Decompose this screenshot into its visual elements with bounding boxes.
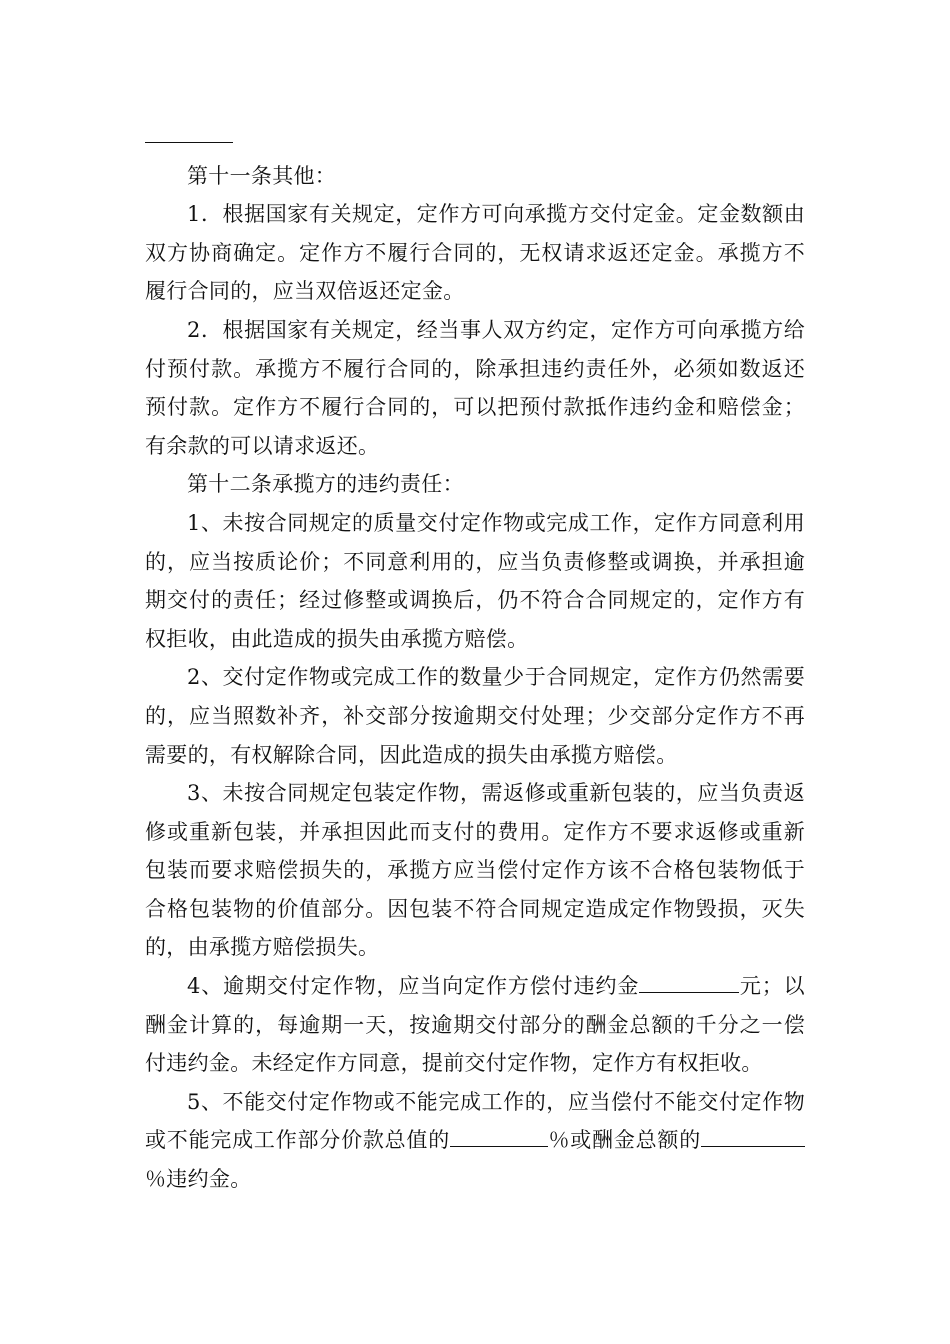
penalty-amount-blank[interactable] <box>639 970 739 993</box>
article-12-clause-5 <box>145 1083 805 1199</box>
clause-4-text-b: 元；以酬金计算的，每逾期一天，按逾期交付部分的酬金总额的千分之一偿付违约金。未经定作方同意，提前交付定作物，定作方有权拒收。 <box>145 974 805 1076</box>
document-body <box>145 118 805 1199</box>
article-12-clause-4 <box>145 967 805 1083</box>
price-percent-blank[interactable] <box>450 1124 548 1147</box>
fee-percent-blank[interactable] <box>701 1124 773 1147</box>
clause-5-text-c: ％违约金。 <box>145 1167 252 1192</box>
article-12-clause-1: 1、未按合同规定的质量交付定作物或完成工作，定作方同意利用的，应当按质论价；不同意利用的，应当负责修整或调换，并承担逾期交付的责任；经过修整或调换后，仍不符合合同规定的，定作方有权拒收，由此造成的损失由承揽方赔偿。 <box>145 510 805 651</box>
article-12-clause-2: 2、交付定作物或完成工作的数量少于合同规定，定作方仍然需要的，应当照数补齐，补交部分按逾期交付处理；少交部分定作方不再需要的，有权解除合同，因此造成的损失由承揽方赔偿。 <box>145 665 805 767</box>
blank-underline <box>145 142 233 143</box>
clause-5-text-a: 5、不能交付定作物或不能完成工作的，应当偿付不能交付定作物或不能完成工作部分价款总值的 <box>145 1089 805 1153</box>
fee-percent-blank-cont <box>773 1124 805 1147</box>
article-11-clause-2: 2．根据国家有关规定，经当事人双方约定，定作方可向承揽方给付预付款。承揽方不履行合同的，除承担违约责任外，必须如数返还预付款。定作方不履行合同的，可以把预付款抵作违约金和赔偿金；有余款的可以请求返还。 <box>145 317 805 458</box>
clause-5-text-b: ％或酬金总额的 <box>548 1128 701 1153</box>
article-11-heading: 第十一条其他： <box>187 163 337 188</box>
article-12-clause-3: 3、未按合同规定包装定作物，需返修或重新包装的，应当负责返修或重新包装，并承担因此而支付的费用。定作方不要求返修或重新包装而要求赔偿损失的，承揽方应当偿付定作方该不合格包装物低于合格包装物的价值部分。因包装不符合同规定造成定作物毁损，灭失的，由承揽方赔偿损失。 <box>145 781 805 960</box>
article-12-heading: 第十二条承揽方的违约责任： <box>187 472 464 497</box>
clause-4-text-a: 4、逾期交付定作物，应当向定作方偿付违约金 <box>187 974 640 999</box>
article-11-clause-1: 1．根据国家有关规定，定作方可向承揽方交付定金。定金数额由双方协商确定。定作方不履行合同的，无权请求返还定金。承揽方不履行合同的，应当双倍返还定金。 <box>145 202 805 304</box>
leading-blank-line <box>145 118 805 157</box>
